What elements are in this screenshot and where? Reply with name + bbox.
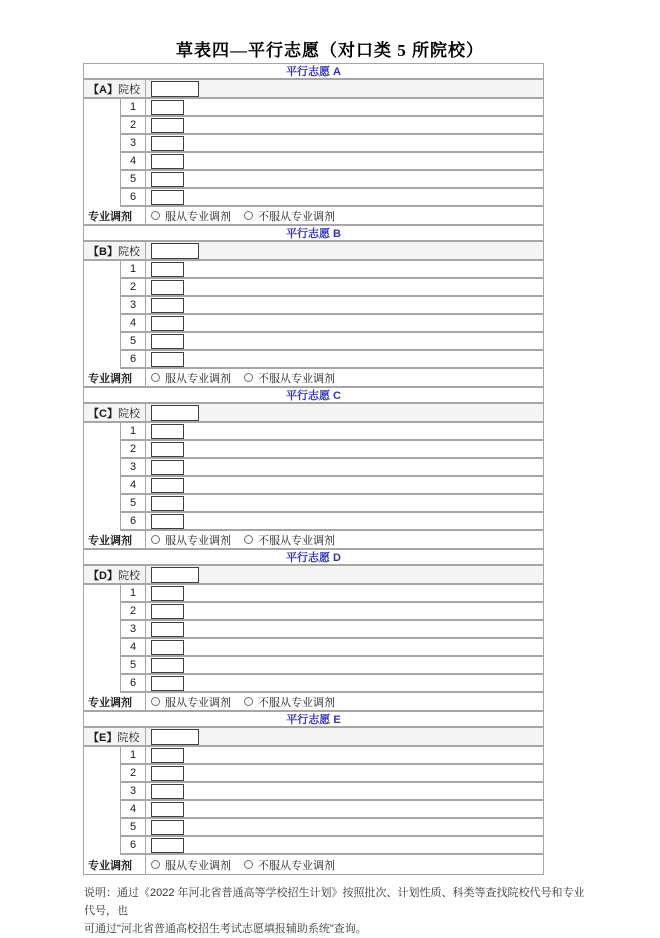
major-row <box>121 639 543 657</box>
radio-accept-adjustment[interactable] <box>151 370 231 386</box>
major-number: 1 <box>121 261 146 277</box>
radio-circle-icon <box>244 211 253 220</box>
major-row <box>121 351 543 369</box>
major-input-cell <box>146 279 543 295</box>
major-code-input[interactable] <box>151 640 184 655</box>
adjustment-label: 专业调剂 <box>84 855 146 874</box>
major-code-input[interactable] <box>151 676 184 691</box>
major-input-cell <box>146 423 543 439</box>
major-input-cell <box>146 135 543 151</box>
major-code-input[interactable] <box>151 334 184 349</box>
section-header-row <box>84 550 543 566</box>
major-code-input[interactable] <box>151 172 184 187</box>
major-number: 2 <box>121 765 146 781</box>
major-code-input[interactable] <box>151 154 184 169</box>
major-code-input[interactable] <box>151 748 184 763</box>
major-input-cell <box>146 333 543 349</box>
radio-circle-icon <box>151 211 160 220</box>
major-rows <box>84 747 543 855</box>
major-number: 6 <box>121 351 146 367</box>
section-header: 平行志愿 E <box>286 714 341 726</box>
major-code-input[interactable] <box>151 766 184 781</box>
major-row <box>121 153 543 171</box>
radio-accept-adjustment[interactable] <box>151 208 231 224</box>
spacer-cell <box>84 423 121 531</box>
major-code-input[interactable] <box>151 838 184 853</box>
major-code-input[interactable] <box>151 802 184 817</box>
college-label <box>84 728 146 745</box>
college-code-input[interactable] <box>151 243 199 259</box>
college-input-cell <box>146 728 543 745</box>
radio-circle-icon <box>151 860 160 869</box>
major-code-input[interactable] <box>151 316 184 331</box>
major-number: 3 <box>121 459 146 475</box>
major-number: 4 <box>121 477 146 493</box>
major-code-input[interactable] <box>151 262 184 277</box>
section-header-row <box>84 712 543 728</box>
major-input-cell <box>146 837 543 853</box>
major-number: 3 <box>121 135 146 151</box>
college-label-text: 院校 <box>117 407 140 420</box>
note <box>84 884 586 938</box>
major-code-input[interactable] <box>151 118 184 133</box>
major-rows <box>84 585 543 693</box>
major-input-cell <box>146 585 543 601</box>
college-code-input[interactable] <box>151 405 199 421</box>
college-row <box>84 80 543 99</box>
page-title: 草表四—平行志愿（对口类 5 所院校） <box>176 41 484 60</box>
college-bracket: 【A】 <box>88 83 118 96</box>
college-code-input[interactable] <box>151 567 199 583</box>
adjustment-row <box>84 693 543 712</box>
radio-circle-icon <box>244 535 253 544</box>
major-row <box>121 495 543 513</box>
major-input-cell <box>146 297 543 313</box>
major-code-input[interactable] <box>151 298 184 313</box>
major-code-input[interactable] <box>151 604 184 619</box>
college-label <box>84 566 146 583</box>
major-row <box>121 657 543 675</box>
major-number: 5 <box>121 333 146 349</box>
adjustment-row <box>84 369 543 388</box>
major-input-cell <box>146 117 543 133</box>
major-row <box>121 477 543 495</box>
major-input-cell <box>146 441 543 457</box>
college-row <box>84 728 543 747</box>
major-row <box>121 675 543 693</box>
major-number: 4 <box>121 801 146 817</box>
adjustment-options <box>146 855 543 874</box>
major-code-input[interactable] <box>151 496 184 511</box>
major-row <box>121 801 543 819</box>
major-code-input[interactable] <box>151 658 184 673</box>
major-code-input[interactable] <box>151 478 184 493</box>
radio-accept-label: 服从专业调剂 <box>165 372 231 385</box>
radio-reject-adjustment[interactable] <box>244 857 335 873</box>
college-label-text: 院校 <box>117 569 140 582</box>
major-number: 6 <box>121 513 146 529</box>
major-input-cell <box>146 153 543 169</box>
adjustment-label: 专业调剂 <box>84 693 146 710</box>
major-code-input[interactable] <box>151 820 184 835</box>
major-row <box>121 513 543 531</box>
major-row <box>121 99 543 117</box>
major-input-cell <box>146 639 543 655</box>
college-label <box>84 80 146 97</box>
major-row <box>121 837 543 855</box>
major-input-cell <box>146 477 543 493</box>
major-number: 2 <box>121 441 146 457</box>
radio-accept-label: 服从专业调剂 <box>165 859 231 872</box>
radio-accept-adjustment[interactable] <box>151 694 231 710</box>
major-row <box>121 783 543 801</box>
major-input-cell <box>146 747 543 763</box>
major-number: 2 <box>121 279 146 295</box>
major-number: 4 <box>121 639 146 655</box>
radio-circle-icon <box>244 860 253 869</box>
major-input-cell <box>146 603 543 619</box>
major-row <box>121 585 543 603</box>
adjustment-label: 专业调剂 <box>84 207 146 224</box>
major-input-cell <box>146 783 543 799</box>
major-row <box>121 315 543 333</box>
college-label <box>84 242 146 259</box>
major-row <box>121 261 543 279</box>
major-row <box>121 747 543 765</box>
college-row <box>84 242 543 261</box>
radio-reject-label: 不服从专业调剂 <box>258 696 335 709</box>
college-row <box>84 404 543 423</box>
adjustment-row <box>84 531 543 550</box>
adjustment-options <box>146 369 543 386</box>
major-row <box>121 297 543 315</box>
major-row <box>121 621 543 639</box>
spacer-cell <box>84 99 121 207</box>
major-code-input[interactable] <box>151 352 184 367</box>
college-bracket: 【B】 <box>88 245 118 258</box>
major-number: 1 <box>121 747 146 763</box>
radio-reject-label: 不服从专业调剂 <box>258 372 335 385</box>
spacer-cell <box>84 585 121 693</box>
major-code-input[interactable] <box>151 136 184 151</box>
college-label-text: 院校 <box>117 83 140 96</box>
radio-reject-adjustment[interactable] <box>244 208 335 224</box>
major-input-cell <box>146 675 543 691</box>
adjustment-options <box>146 693 543 710</box>
note-line-2: 可通过"河北省普通高校招生考试志愿填报辅助系统"查询。 <box>84 923 367 935</box>
radio-circle-icon <box>151 373 160 382</box>
major-input-cell <box>146 189 543 205</box>
major-rows <box>84 261 543 369</box>
major-code-input[interactable] <box>151 100 184 115</box>
major-row <box>121 765 543 783</box>
major-row <box>121 189 543 207</box>
adjustment-row <box>84 855 543 874</box>
major-input-cell <box>146 171 543 187</box>
major-row <box>121 333 543 351</box>
adjustment-options <box>146 207 543 224</box>
major-rows <box>84 423 543 531</box>
radio-accept-label: 服从专业调剂 <box>165 534 231 547</box>
major-code-input[interactable] <box>151 280 184 295</box>
major-code-input[interactable] <box>151 190 184 205</box>
major-number: 5 <box>121 819 146 835</box>
section-header: 平行志愿 B <box>286 228 341 240</box>
major-number: 5 <box>121 495 146 511</box>
radio-accept-label: 服从专业调剂 <box>165 696 231 709</box>
radio-reject-label: 不服从专业调剂 <box>258 210 335 223</box>
college-code-input[interactable] <box>151 729 199 745</box>
major-row <box>121 441 543 459</box>
volunteer-section <box>84 550 543 712</box>
college-code-input[interactable] <box>151 81 199 97</box>
radio-circle-icon <box>244 373 253 382</box>
adjustment-label: 专业调剂 <box>84 531 146 548</box>
college-input-cell <box>146 566 543 583</box>
college-bracket: 【D】 <box>88 569 118 582</box>
major-number: 5 <box>121 171 146 187</box>
major-row <box>121 135 543 153</box>
college-row <box>84 566 543 585</box>
volunteer-section <box>84 64 543 226</box>
section-header: 平行志愿 D <box>286 552 341 564</box>
section-header-row <box>84 64 543 80</box>
major-number: 2 <box>121 603 146 619</box>
radio-reject-adjustment[interactable] <box>244 370 335 386</box>
major-number: 3 <box>121 297 146 313</box>
radio-reject-label: 不服从专业调剂 <box>258 859 335 872</box>
college-label <box>84 404 146 421</box>
major-code-input[interactable] <box>151 460 184 475</box>
radio-accept-adjustment[interactable] <box>151 857 231 873</box>
major-code-input[interactable] <box>151 784 184 799</box>
major-row <box>121 279 543 297</box>
volunteer-section <box>84 388 543 550</box>
major-number: 6 <box>121 189 146 205</box>
radio-accept-label: 服从专业调剂 <box>165 210 231 223</box>
college-input-cell <box>146 404 543 421</box>
college-bracket: 【C】 <box>88 407 118 420</box>
major-input-cell <box>146 315 543 331</box>
major-input-cell <box>146 495 543 511</box>
major-number: 3 <box>121 783 146 799</box>
section-header-row <box>84 226 543 242</box>
section-header: 平行志愿 A <box>286 66 341 78</box>
adjustment-row <box>84 207 543 226</box>
major-code-input[interactable] <box>151 586 184 601</box>
section-header: 平行志愿 C <box>286 390 341 402</box>
adjustment-label: 专业调剂 <box>84 369 146 386</box>
major-code-input[interactable] <box>151 514 184 529</box>
major-row <box>121 423 543 441</box>
major-code-input[interactable] <box>151 424 184 439</box>
major-row <box>121 603 543 621</box>
college-bracket: 【E】 <box>88 731 118 744</box>
major-number: 6 <box>121 837 146 853</box>
major-input-cell <box>146 513 543 529</box>
radio-reject-adjustment[interactable] <box>244 532 335 548</box>
spacer-cell <box>84 261 121 369</box>
volunteer-section <box>84 226 543 388</box>
major-input-cell <box>146 99 543 115</box>
spacer-cell <box>84 747 121 855</box>
major-input-cell <box>146 351 543 367</box>
major-input-cell <box>146 801 543 817</box>
major-input-cell <box>146 765 543 781</box>
major-input-cell <box>146 819 543 835</box>
major-row <box>121 459 543 477</box>
adjustment-options <box>146 531 543 548</box>
radio-accept-adjustment[interactable] <box>151 532 231 548</box>
radio-reject-label: 不服从专业调剂 <box>258 534 335 547</box>
major-code-input[interactable] <box>151 442 184 457</box>
major-row <box>121 171 543 189</box>
major-input-cell <box>146 261 543 277</box>
volunteer-section <box>84 712 543 874</box>
college-label-text: 院校 <box>117 245 140 258</box>
college-label-text: 院校 <box>117 731 140 744</box>
major-number: 5 <box>121 657 146 673</box>
major-input-cell <box>146 459 543 475</box>
major-number: 1 <box>121 585 146 601</box>
radio-circle-icon <box>244 697 253 706</box>
note-line-1: 说明：通过《2022 年河北省普通高等学校招生计划》按照批次、计划性质、科类等查找院校代号和专业代号，也 <box>84 887 585 917</box>
volunteer-table <box>83 63 544 875</box>
major-row <box>121 117 543 135</box>
college-input-cell <box>146 242 543 259</box>
major-number: 3 <box>121 621 146 637</box>
college-input-cell <box>146 80 543 97</box>
major-code-input[interactable] <box>151 622 184 637</box>
radio-circle-icon <box>151 535 160 544</box>
major-number: 6 <box>121 675 146 691</box>
radio-reject-adjustment[interactable] <box>244 694 335 710</box>
major-rows <box>84 99 543 207</box>
major-number: 4 <box>121 315 146 331</box>
major-number: 2 <box>121 117 146 133</box>
major-input-cell <box>146 657 543 673</box>
major-number: 1 <box>121 99 146 115</box>
major-row <box>121 819 543 837</box>
major-input-cell <box>146 621 543 637</box>
major-number: 4 <box>121 153 146 169</box>
radio-circle-icon <box>151 697 160 706</box>
section-header-row <box>84 388 543 404</box>
major-number: 1 <box>121 423 146 439</box>
